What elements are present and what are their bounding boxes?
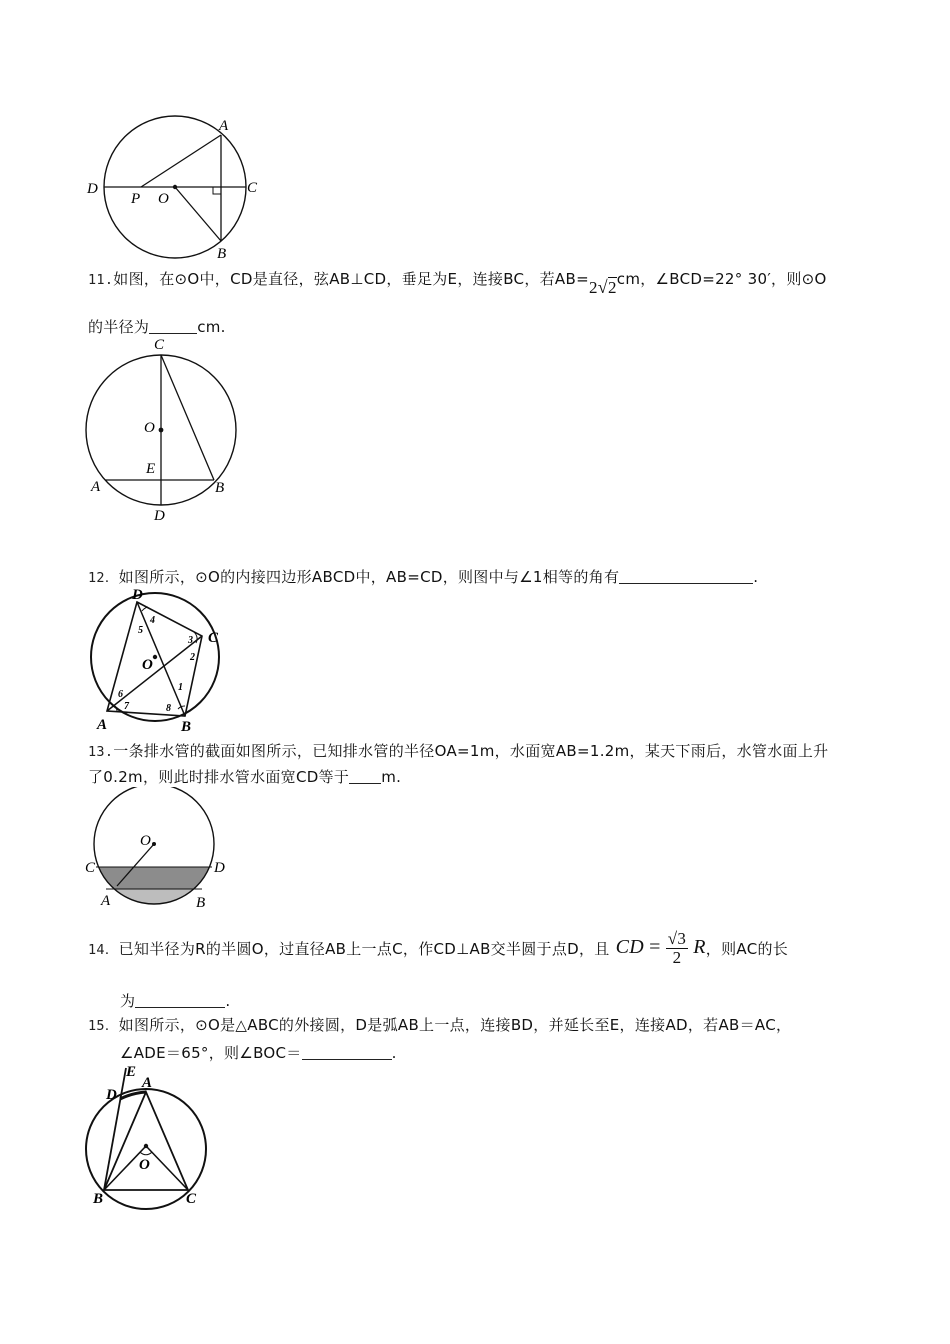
question-14-number: 14． — [88, 942, 119, 958]
fraction-numerator: √3 — [667, 928, 687, 948]
question-15-line2 — [120, 1042, 397, 1063]
angle-1: 1 — [178, 682, 183, 693]
question-11-number: 11. — [88, 272, 114, 288]
label-B: B — [217, 246, 227, 262]
angle-5: 5 — [138, 625, 143, 636]
angle-6: 6 — [118, 689, 123, 700]
label-D: D — [214, 860, 225, 876]
answer-blank-12[interactable] — [619, 569, 753, 584]
figure-q10 — [82, 110, 272, 265]
figure-q13 — [82, 787, 242, 912]
angle-3: 3 — [188, 635, 193, 646]
question-13-unit: m. — [381, 768, 402, 786]
label-O: O — [142, 657, 153, 673]
sqrt-coefficient: 2 — [588, 278, 598, 297]
label-E: E — [126, 1064, 137, 1080]
label-D: D — [87, 181, 98, 197]
question-11-text-after: cm，∠BCD=22° 30′，则⊙O — [616, 270, 827, 288]
label-B: B — [181, 719, 192, 735]
label-B: B — [196, 895, 206, 911]
question-14-text: 已知半径为R的半圆O，过直径AB上一点C，作CD⊥AB交半圆于点D，且 — [118, 939, 610, 958]
label-O: O — [139, 1157, 150, 1173]
angle-4: 4 — [150, 615, 155, 626]
figure-q11 — [82, 335, 262, 525]
label-A: A — [142, 1075, 153, 1091]
label-D: D — [154, 508, 165, 524]
question-14-end: . — [225, 992, 231, 1010]
angle-8: 8 — [166, 703, 171, 714]
question-11-line2-text: 的半径为 — [88, 318, 150, 336]
question-14-text-after: ，则AC的长 — [705, 939, 789, 958]
label-C: C — [208, 630, 219, 646]
question-14-line1 — [88, 922, 788, 974]
label-D: D — [132, 587, 143, 603]
question-14-line2 — [120, 990, 230, 1011]
question-14-line2-text: 为 — [120, 992, 136, 1010]
formula-variable: R — [693, 935, 706, 958]
label-A: A — [101, 893, 111, 909]
question-13-line1 — [88, 740, 828, 761]
formula-equals: = — [649, 935, 661, 958]
angle-2: 2 — [190, 652, 195, 663]
label-O: O — [158, 191, 169, 207]
label-A: A — [91, 479, 101, 495]
sqrt-radicand: 2 — [607, 278, 617, 297]
question-15-end: . — [391, 1044, 397, 1062]
label-A: A — [219, 118, 229, 134]
question-11-unit: cm. — [197, 318, 226, 336]
question-13-line2 — [88, 766, 401, 787]
formula-cd — [616, 930, 706, 967]
label-C: C — [154, 337, 165, 353]
answer-blank-11[interactable] — [149, 319, 197, 334]
angle-7: 7 — [124, 701, 129, 712]
answer-blank-15[interactable] — [302, 1045, 392, 1060]
figure-q15 — [82, 1062, 222, 1212]
question-15-number: 15． — [88, 1018, 119, 1034]
figure-q12 — [82, 585, 232, 735]
label-C: C — [85, 860, 96, 876]
question-15-text-2: ∠ADE＝65°，则∠BOC＝ — [120, 1044, 302, 1062]
label-O: O — [144, 420, 155, 436]
question-13-number: 13. — [88, 744, 114, 760]
question-11-text: 如图，在⊙O中，CD是直径，弦AB⊥CD，垂足为E，连接BC，若AB= — [113, 270, 589, 288]
question-13-text-2: 了0.2m，则此时排水管水面宽CD等于 — [88, 768, 350, 786]
question-12-text: 如图所示，⊙O的内接四边形ABCD中，AB=CD，则图中与∠1相等的角有 — [118, 568, 620, 586]
question-12-end: . — [753, 568, 759, 586]
fraction — [666, 930, 688, 967]
question-15-line1 — [88, 1014, 791, 1035]
question-11-line2 — [88, 316, 226, 337]
label-D: D — [106, 1087, 117, 1103]
label-O: O — [140, 833, 151, 849]
sqrt-radical-icon: √ — [597, 277, 608, 297]
answer-blank-13[interactable] — [349, 769, 381, 784]
label-C: C — [247, 180, 258, 196]
label-B: B — [215, 480, 225, 496]
question-13-text: 一条排水管的截面如图所示，已知排水管的半径OA=1m，水面宽AB=1.2m，某天下雨后，水管水面上升 — [113, 742, 829, 760]
answer-blank-14[interactable] — [135, 993, 225, 1008]
label-A: A — [97, 717, 108, 733]
fraction-denominator: 2 — [672, 947, 682, 967]
question-15-text: 如图所示，⊙O是△ABC的外接圆，D是弧AB上一点，连接BD，并延长至E，连接AD，若AB＝AC， — [118, 1016, 792, 1034]
question-12 — [88, 566, 758, 587]
formula-lhs: CD — [615, 935, 644, 958]
label-B: B — [93, 1191, 104, 1207]
label-C: C — [186, 1191, 197, 1207]
question-11-line1 — [88, 268, 827, 297]
label-E: E — [146, 461, 156, 477]
question-12-number: 12． — [88, 570, 119, 586]
label-P: P — [131, 191, 141, 207]
